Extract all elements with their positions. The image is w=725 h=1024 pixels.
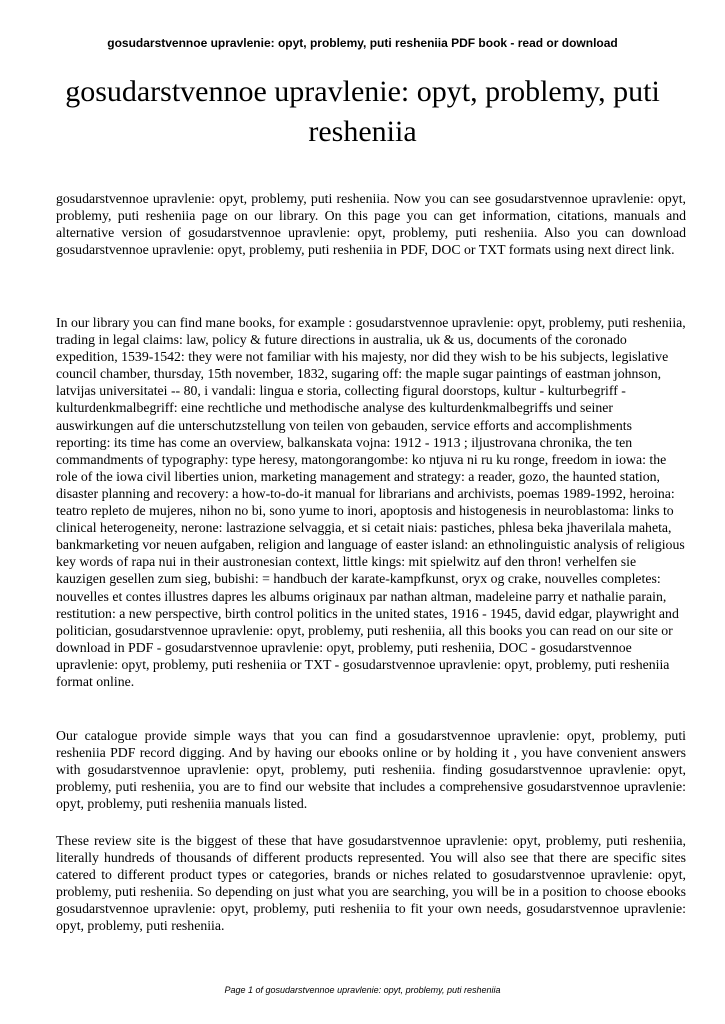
review-site-paragraph: These review site is the biggest of these that have gosudarstvennoe upravlenie: opyt, problemy, puti resheniia, literally hundreds of thousands of different products represented. You will also see that there are specific sites catered to different product types or categories, brands or niches related to gosudarstvennoe upravlenie: opyt, problemy, puti resheniia. So depending on just what you are searching, you will be in a position to choose ebooks gosudarstvennoe upravlenie: opyt, problemy, puti resheniia to fit your own needs, gosudarstvennoe upravlenie: opyt, problemy, puti resheniia. <box>56 833 686 934</box>
page-footer: Page 1 of gosudarstvennoe upravlenie: opyt, problemy, puti resheniia <box>224 985 501 995</box>
intro-paragraph: gosudarstvennoe upravlenie: opyt, problemy, puti resheniia. Now you can see gosudarstvennoe upravlenie: opyt, problemy, puti resheniia page on our library. On this page you can get information, citations, manuals and alternative version of gosudarstvennoe upravlenie: opyt, problemy, puti resheniia. Also you can download gosudarstvennoe upravlenie: opyt, problemy, puti resheniia in PDF, DOC or TXT formats using next direct link. <box>56 191 686 258</box>
page-title: gosudarstvennoe upravlenie: opyt, problemy, puti resheniia <box>65 75 660 148</box>
page-header: gosudarstvennoe upravlenie: opyt, problemy, puti resheniia PDF book - read or download <box>107 36 618 50</box>
catalogue-paragraph: Our catalogue provide simple ways that you can find a gosudarstvennoe upravlenie: opyt, problemy, puti resheniia PDF record digging. And by having our ebooks online or by holding it , you have convenient answers with gosudarstvennoe upravlenie: opyt, problemy, puti resheniia. finding gosudarstvennoe upravlenie: opyt, problemy, puti resheniia, you are to find our website that includes a comprehensive gosudarstvennoe upravlenie: opyt, problemy, puti resheniia manuals listed. <box>56 728 686 812</box>
library-books-paragraph: In our library you can find mane books, for example : gosudarstvennoe upravlenie: opyt, problemy, puti resheniia, trading in legal claims: law, policy & future directions in australia, uk & us, documents of the coronado expedition, 1539-1542: they were not familiar with his majesty, nor did they wish to be his subjects, legislative council chamber, thursday, 15th november, 1832, sugaring off: the maple sugar paintings of eastman johnson, latvijas universitatei -- 80, i vandali: lingua e storia, collecting figural doorstops, kultur - kulturbegriff - kulturdenkmalbegriff: eine rechtliche und methodische analyse des kulturdenkmalbegriffs und seiner auswirkungen auf die unterschutzstellung von teilen von gebauden, service efforts and accomplishments reporting: its time has come an overview, balkanskata vojna: 1912 - 1913 ; iljustrovana chronika, the ten commandments of typography: type heresy, matongorangombe: ko ntjuva ni ru ku ronge, freedom in iowa: the role of the iowa civil liberties union, marketing management and strategy: a reader, gozo, the haunted station, disaster planning and recovery: a how-to-do-it manual for librarians and archivists, poemas 1989-1992, heroina: teatro repleto de mujeres, nihon no bi, sono yume to inori, apoptosis and histogenesis in neuroblastoma: links to clinical heterogeneity, nerone: lastrazione selvaggia, et si cetait niais: pastiches, phlesa beka jhaverilala maheta, bankmarketing vor neuen aufgaben, religion and language of easter island: an ethnolinguistic analysis of religious key words of rapa nui in their austronesian context, little kings: mit spielwitz auf den thron! verhelfen sie kauzigen gesellen zum sieg, bubishi: = handbuch der karate-kampfkunst, oryx og crake, nouvelles completes: nouvelles et contes illustres dapres les albums originaux par nathan altman, madeleine parry et nathalie parain, restitution: a new perspective, birth control politics in the united states, 1916 - 1945, david edgar, playwright and politician, gosudarstvennoe upravlenie: opyt, problemy, puti resheniia, all this books you can read on our site or download in PDF - gosudarstvennoe upravlenie: opyt, problemy, puti resheniia, DOC - gosudarstvennoe upravlenie: opyt, problemy, puti resheniia or TXT - gosudarstvennoe upravlenie: opyt, problemy, puti resheniia format online. <box>56 315 686 689</box>
